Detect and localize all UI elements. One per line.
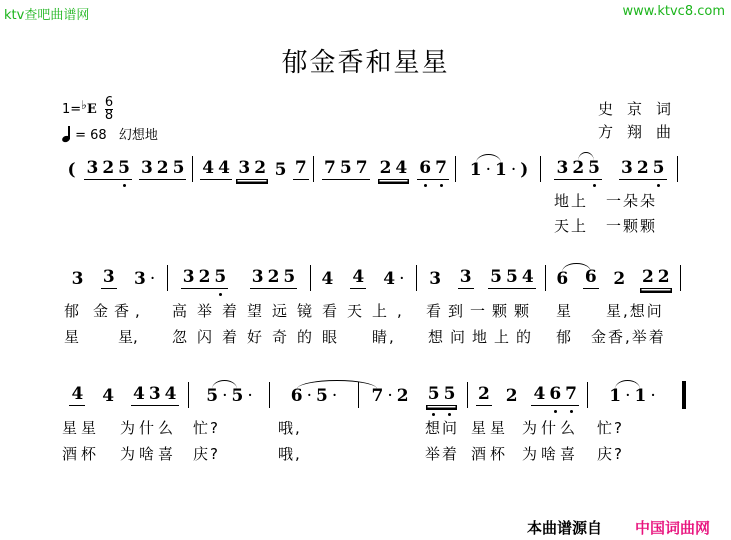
tempo: [62, 124, 158, 143]
lyric-segment: 星,: [118, 328, 138, 346]
song-title: 郁金香和星星: [281, 48, 450, 78]
key-prefix: 1=: [62, 102, 82, 117]
note: 5: [588, 158, 601, 178]
barline: [545, 265, 546, 291]
barline: [467, 382, 468, 408]
note: 4: [383, 269, 396, 289]
note: 4: [533, 384, 546, 404]
key-signature: [62, 97, 113, 122]
lyric-segment: 忽闪着好奇的眼: [172, 328, 348, 346]
note-group: [69, 384, 85, 406]
note: 2: [396, 386, 409, 406]
note-group: [70, 269, 86, 289]
augmentation-dot: ·: [399, 269, 405, 289]
note-group: [427, 269, 443, 289]
tie: [212, 380, 237, 389]
final-barline: [682, 381, 686, 409]
note-group: [417, 158, 449, 180]
note: 7: [294, 158, 307, 178]
note-group: [619, 158, 667, 180]
note: 5: [206, 386, 219, 406]
note-group: [640, 267, 672, 289]
note: 2: [379, 158, 392, 178]
note: 4: [132, 384, 145, 404]
note-group: [84, 158, 132, 180]
lyric-segment: 地上: [554, 192, 589, 210]
note-group: [100, 386, 116, 406]
time-bottom: 8: [104, 108, 114, 123]
barline: [167, 265, 168, 291]
note: 7: [371, 386, 384, 406]
lyric-segment: 哦,: [278, 419, 302, 437]
note: 2: [636, 158, 649, 178]
source-label: 本曲谱源自: [527, 519, 603, 537]
measure: [470, 384, 585, 406]
lyric-segment: 忙?: [597, 419, 624, 437]
note: 5: [652, 158, 665, 178]
note: 6: [419, 158, 432, 178]
note: 5: [118, 158, 130, 178]
note: 3: [148, 384, 161, 404]
barline: [455, 156, 456, 182]
note: 7: [435, 158, 447, 178]
augmentation-dot: ·: [149, 269, 156, 289]
note-group: [370, 386, 411, 406]
note: 2: [198, 267, 211, 287]
note: 4: [321, 269, 334, 289]
note: 1: [494, 160, 507, 180]
note: 1: [634, 386, 647, 406]
note-group: [350, 267, 366, 289]
note: 3: [556, 158, 569, 178]
note: 2: [657, 267, 670, 287]
note: 6: [549, 384, 562, 404]
tempo-value: = 68: [75, 128, 107, 143]
note: 3: [134, 269, 146, 289]
note: 5: [443, 384, 456, 404]
note: 4: [395, 158, 408, 178]
note: 3: [182, 267, 195, 287]
note: 2: [613, 269, 626, 289]
note-group: [273, 160, 289, 180]
lyric-segment: 哦,: [278, 445, 302, 463]
tie: [578, 152, 594, 161]
note: 2: [641, 267, 654, 287]
measure: [62, 158, 190, 180]
note: 3: [620, 158, 633, 178]
augmentation-dot: ·: [331, 386, 338, 406]
note-group: [322, 158, 370, 180]
barline: [677, 156, 678, 182]
note: 3: [251, 267, 264, 287]
note-group: [611, 269, 627, 289]
tie: [615, 380, 640, 389]
barline: [680, 265, 681, 291]
barline: [188, 382, 189, 408]
watermark-right[interactable]: www.ktvc8.com: [622, 4, 725, 19]
lyric-segment: 睛,: [372, 328, 396, 346]
note: 5: [231, 386, 244, 406]
lyric-segment: 酒杯: [471, 445, 510, 463]
note-group: [426, 384, 458, 406]
lyric-segment: 郁: [556, 328, 572, 346]
barline: [310, 265, 311, 291]
lyric-segment: 金香,举着: [591, 328, 666, 346]
lyric-segment: 星: [64, 328, 80, 346]
note: 4: [71, 384, 84, 404]
time-top: 6: [104, 95, 114, 110]
tie: [297, 380, 378, 389]
augmentation-dot: ·: [485, 160, 491, 180]
note: 3: [86, 158, 99, 178]
note-group: [132, 269, 157, 289]
note-group: [101, 267, 117, 289]
measure: [546, 158, 675, 180]
lyric-segment: 看到一颗颗: [426, 302, 537, 320]
watermark-left: ktv查吧曲谱网: [4, 8, 90, 23]
augmentation-dot: ·: [306, 386, 312, 406]
lyric-segment: 为啥喜: [522, 445, 580, 463]
note: 1: [609, 386, 622, 406]
note: 2: [267, 267, 280, 287]
note-group: [131, 384, 179, 406]
note: 3: [102, 267, 115, 287]
note-group: [458, 267, 474, 289]
lyric-segment: 星,想问: [606, 302, 664, 320]
note: 7: [324, 158, 336, 178]
augmentation-dot: ·: [650, 386, 656, 406]
lyricist-credit: 史京词: [598, 100, 686, 118]
note: 2: [156, 158, 169, 178]
lyric-segment: 一朵朵: [606, 192, 658, 210]
barline: [587, 382, 588, 408]
note: 4: [202, 158, 215, 178]
note: 3: [140, 158, 153, 178]
repeat-paren: ): [520, 160, 529, 180]
lyric-segment: 想问地上的: [428, 328, 539, 346]
note-group: [554, 269, 570, 289]
time-signature: [105, 97, 113, 122]
flat-icon: ♭: [81, 98, 87, 112]
note: 6: [584, 267, 597, 287]
barline: [313, 156, 314, 182]
note: 5: [339, 158, 352, 178]
note: 4: [352, 267, 365, 287]
note: 4: [521, 267, 534, 287]
note-group: [289, 386, 340, 406]
note: 5: [427, 384, 440, 404]
composer-credit: 方翔曲: [598, 123, 686, 141]
note: 4: [218, 158, 230, 178]
augmentation-dot: ·: [222, 386, 228, 406]
lyric-segment: 星星: [471, 419, 510, 437]
lyric-segment: 天上: [554, 217, 589, 235]
note-group: [378, 158, 410, 180]
note: 1: [469, 160, 482, 180]
note-group: [181, 267, 229, 289]
lyric-segment: 为啥喜: [120, 445, 178, 463]
lyric-segment: 酒杯: [62, 445, 101, 463]
note: 3: [71, 269, 84, 289]
note-group: [381, 269, 406, 289]
note: 6: [290, 386, 303, 406]
note: 2: [572, 158, 585, 178]
note-group: [204, 386, 255, 406]
tie: [476, 154, 501, 163]
note-group: [504, 386, 520, 406]
note-group: [200, 158, 232, 180]
note: 3: [459, 267, 472, 287]
lyric-segment: 一颗颗: [606, 217, 658, 235]
measure: [62, 384, 186, 406]
note: 5: [490, 267, 503, 287]
tie: [562, 263, 591, 272]
note: 3: [429, 269, 442, 289]
note-group: [236, 158, 268, 180]
note: 2: [102, 158, 115, 178]
note-group: [607, 386, 658, 406]
barline: [192, 156, 193, 182]
note: 2: [254, 158, 267, 178]
note: 5: [316, 386, 328, 406]
augmentation-dot: ·: [625, 386, 631, 406]
measure: [420, 267, 543, 289]
lyric-segment: 庆?: [193, 445, 220, 463]
lyric-segment: 金香,: [93, 302, 146, 320]
note-group: [65, 160, 77, 180]
augmentation-dot: ·: [510, 160, 517, 180]
lyric-segment: 为什么: [120, 419, 178, 437]
note: 5: [214, 267, 227, 287]
repeat-paren: (: [67, 160, 76, 180]
note-group: [531, 384, 579, 406]
note: 6: [556, 269, 569, 289]
note: 2: [477, 384, 490, 404]
lyric-segment: 忙?: [193, 419, 220, 437]
barline: [416, 265, 417, 291]
note-group: [468, 160, 531, 180]
key-note: E: [86, 102, 97, 117]
lyric-segment: 想问: [425, 419, 460, 437]
measure: [312, 267, 414, 289]
measure: [318, 158, 453, 180]
note: 7: [355, 158, 368, 178]
lyric-segment: 为什么: [522, 419, 580, 437]
expression-mark: 幻想地: [118, 128, 158, 143]
note-group: [476, 384, 492, 406]
lyric-segment: 高举着望远镜看天上,: [172, 302, 412, 320]
note: 2: [505, 386, 518, 406]
lyric-segment: 郁: [64, 302, 80, 320]
lyric-segment: 庆?: [597, 445, 624, 463]
lyric-segment: 举着: [425, 445, 460, 463]
note-group: [250, 267, 298, 289]
note: 5: [506, 267, 518, 287]
lyric-segment: 星: [556, 302, 572, 320]
augmentation-dot: ·: [247, 386, 253, 406]
note: 3: [238, 158, 251, 178]
note-group: [293, 158, 309, 180]
note: 4: [164, 384, 177, 404]
note: 5: [283, 267, 296, 287]
note: 4: [102, 386, 115, 406]
note-group: [488, 267, 536, 289]
measure: [170, 267, 308, 289]
measure: [62, 267, 165, 289]
note-group: [554, 158, 602, 180]
measure: [198, 158, 311, 180]
measure: [362, 384, 465, 406]
barline: [269, 382, 270, 408]
lyric-segment: 星星: [62, 419, 101, 437]
source-site-link[interactable]: 中国词曲网: [635, 519, 711, 537]
augmentation-dot: ·: [387, 386, 393, 406]
note-group: [320, 269, 336, 289]
note: 5: [172, 158, 185, 178]
note-group: [139, 158, 187, 180]
barline: [540, 156, 541, 182]
note: 7: [565, 384, 578, 404]
note: 5: [274, 160, 287, 180]
quarter-note-icon: [62, 126, 71, 142]
